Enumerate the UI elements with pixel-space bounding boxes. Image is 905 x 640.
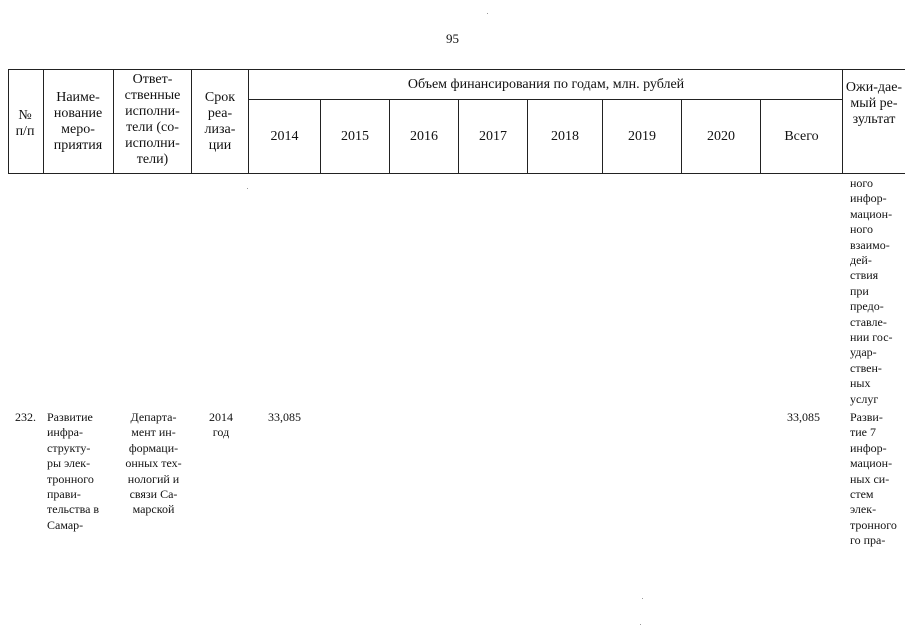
- row-result: Разви- тие 7 инфор- мацион- ных си- стем элек- тронного го пра-: [850, 410, 897, 548]
- col-border-12: [842, 69, 843, 173]
- year-header-divider: [248, 99, 842, 100]
- row-number: 232.: [15, 410, 36, 424]
- page-number: 95: [446, 31, 459, 46]
- col-border-2: [113, 69, 114, 173]
- row-name: Развитие инфра- структу- ры элек- тронного прави- тельства в Самар-: [47, 410, 100, 532]
- col-border-0: [8, 69, 9, 173]
- header-year-2015: 2015: [341, 129, 369, 144]
- row-2014-value: 33,085: [268, 410, 301, 424]
- row-term: 2014 год: [209, 410, 233, 440]
- header-year-2020: 2020: [707, 129, 735, 144]
- row-responsible: Департа- мент ин- формаци- онных тех- нологий и связи Са- марской: [125, 410, 182, 517]
- header-result: Ожи-дае-мый ре-зультат: [845, 80, 903, 127]
- scan-speck: [487, 13, 488, 14]
- header-funding: Объем финансирования по годам, млн. рублей: [407, 77, 685, 92]
- continuation-result: ного инфор- мацион- ного взаимо- дей- ствия при предо- ставле- нии гос- удар- ствен- ных услуг: [850, 176, 893, 406]
- header-responsible: Ответ-ственные исполни-тели (со-исполни-тели): [124, 72, 181, 167]
- header-num: № п/п: [15, 108, 35, 139]
- scan-speck: [247, 188, 248, 189]
- header-year-2018: 2018: [551, 129, 579, 144]
- row-total-value: 33,085: [787, 410, 820, 424]
- header-year-2017: 2017: [479, 129, 507, 144]
- header-year-2019: 2019: [628, 129, 656, 144]
- header-year-2016: 2016: [410, 129, 438, 144]
- scan-speck: [642, 598, 643, 599]
- header-term: Срок реа-лиза-ции: [204, 90, 236, 153]
- table-top-border: [8, 69, 905, 70]
- header-year-2014: 2014: [270, 129, 299, 144]
- col-border-4: [248, 69, 249, 173]
- col-border-1: [43, 69, 44, 173]
- header-total: Всего: [784, 129, 819, 144]
- col-border-3: [191, 69, 192, 173]
- header-bottom-border: [8, 173, 905, 174]
- header-name: Наиме-нование меро-приятия: [53, 90, 103, 153]
- scan-speck: [640, 624, 641, 625]
